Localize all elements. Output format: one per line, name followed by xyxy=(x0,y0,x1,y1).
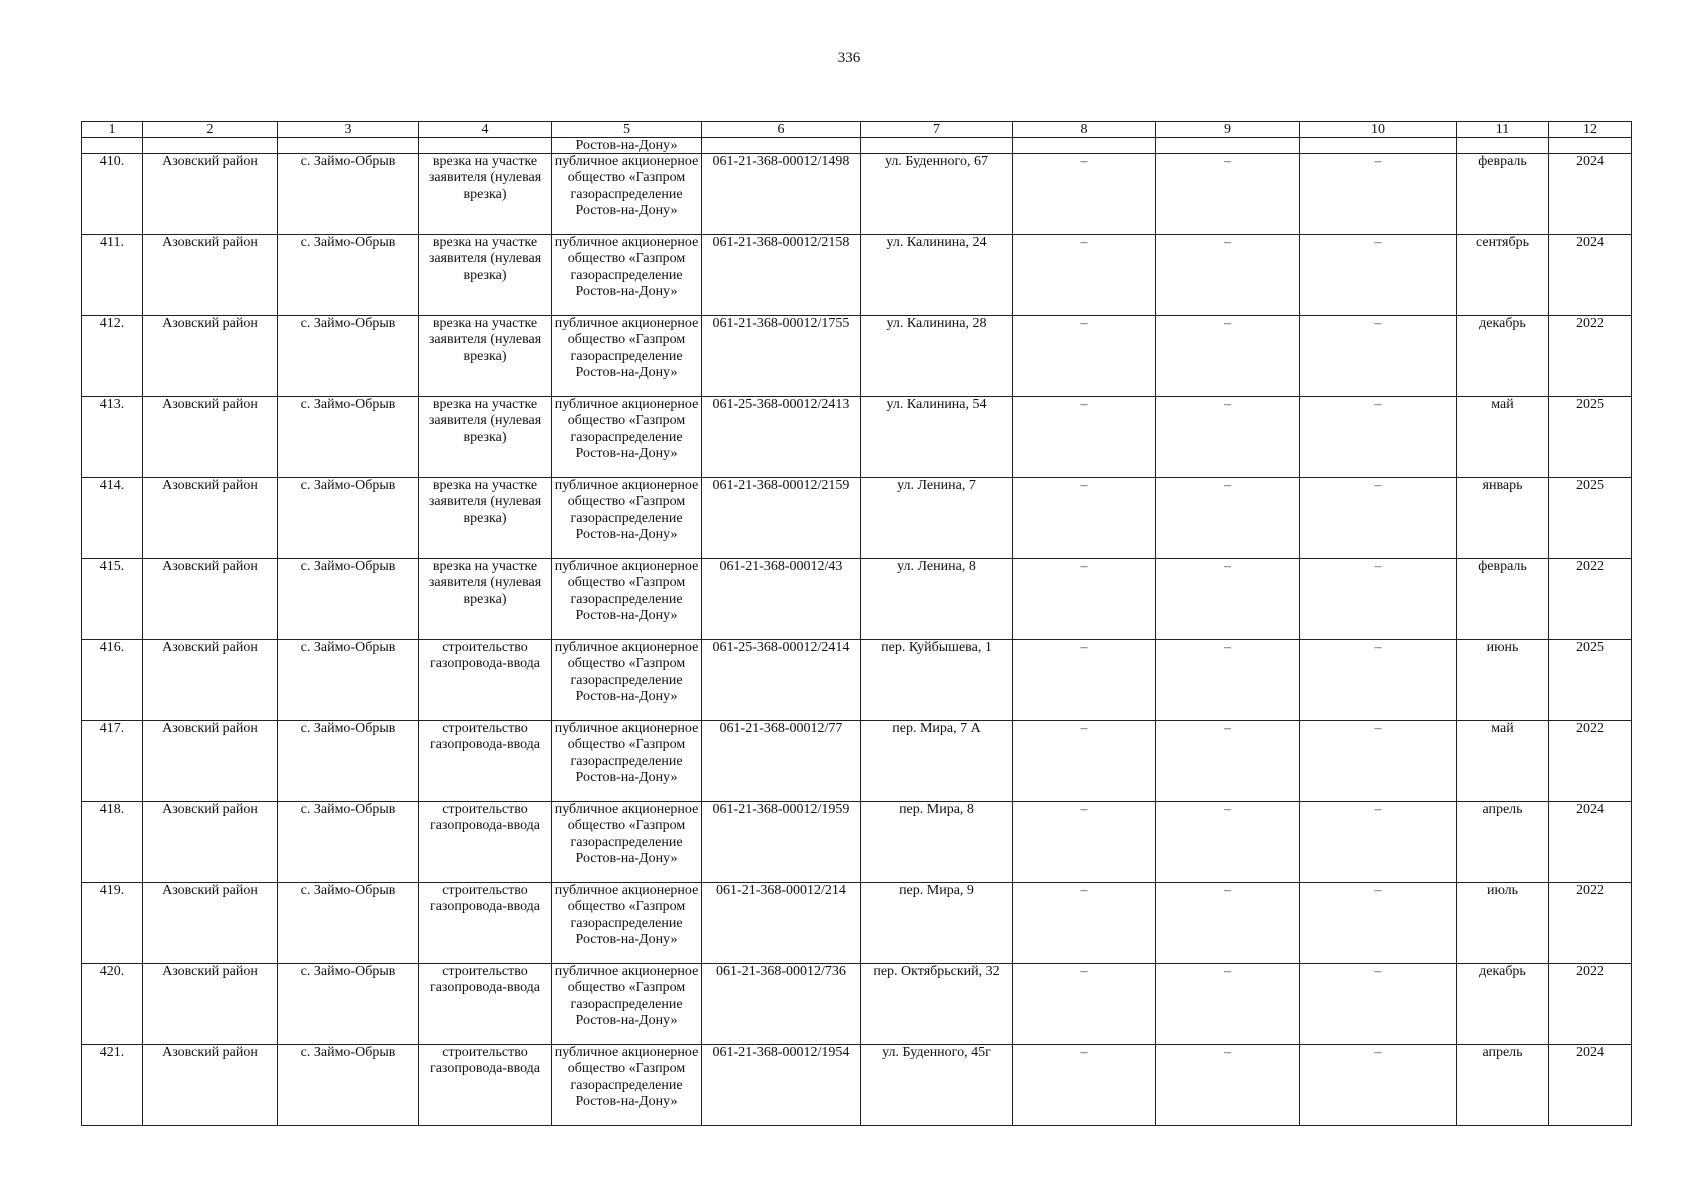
column-8-cell: – xyxy=(1013,964,1156,1045)
row-number: 419. xyxy=(82,883,143,964)
table-row xyxy=(82,883,1632,964)
table-row xyxy=(82,478,1632,559)
address-cell: ул. Калинина, 28 xyxy=(861,316,1013,397)
organization-cell: публичное акционерное общество «Газпром газораспределение Ростов-на-Дону» xyxy=(552,235,702,316)
column-10-cell: – xyxy=(1300,883,1457,964)
locality-cell: с. Займо-Обрыв xyxy=(278,802,419,883)
column-9-cell: – xyxy=(1156,1045,1300,1126)
work-type-cell: врезка на участке заявителя (нулевая врезка) xyxy=(419,397,552,478)
column-8-cell: – xyxy=(1013,883,1156,964)
registry-code-cell: 061-21-368-00012/1498 xyxy=(702,154,861,235)
table-row xyxy=(82,397,1632,478)
registry-code-cell: 061-25-368-00012/2413 xyxy=(702,397,861,478)
locality-cell: с. Займо-Обрыв xyxy=(278,883,419,964)
table-row xyxy=(82,964,1632,1045)
column-10-cell: – xyxy=(1300,964,1457,1045)
row-number: 411. xyxy=(82,235,143,316)
column-9-cell: – xyxy=(1156,721,1300,802)
year-cell: 2022 xyxy=(1549,559,1632,640)
registry-code-cell: 061-21-368-00012/1755 xyxy=(702,316,861,397)
table-row xyxy=(82,1045,1632,1126)
locality-cell: с. Займо-Обрыв xyxy=(278,316,419,397)
address-cell: ул. Буденного, 45г xyxy=(861,1045,1013,1126)
column-8-cell: – xyxy=(1013,802,1156,883)
column-number-header: 3 xyxy=(278,122,419,138)
month-cell: июль xyxy=(1457,883,1549,964)
locality-cell: с. Займо-Обрыв xyxy=(278,154,419,235)
month-cell: июнь xyxy=(1457,640,1549,721)
column-8-cell: – xyxy=(1013,640,1156,721)
organization-cell: публичное акционерное общество «Газпром газораспределение Ростов-на-Дону» xyxy=(552,397,702,478)
year-cell: 2025 xyxy=(1549,397,1632,478)
continuation-cell: Ростов-на-Дону» xyxy=(552,138,702,154)
year-cell: 2022 xyxy=(1549,316,1632,397)
row-number: 417. xyxy=(82,721,143,802)
column-8-cell: – xyxy=(1013,721,1156,802)
column-number-header: 2 xyxy=(143,122,278,138)
organization-cell: публичное акционерное общество «Газпром газораспределение Ростов-на-Дону» xyxy=(552,964,702,1045)
year-cell: 2022 xyxy=(1549,964,1632,1045)
column-10-cell: – xyxy=(1300,721,1457,802)
year-cell: 2025 xyxy=(1549,640,1632,721)
column-8-cell: – xyxy=(1013,1045,1156,1126)
organization-cell: публичное акционерное общество «Газпром газораспределение Ростов-на-Дону» xyxy=(552,154,702,235)
address-cell: пер. Мира, 9 xyxy=(861,883,1013,964)
registry-code-cell: 061-21-368-00012/2158 xyxy=(702,235,861,316)
month-cell: апрель xyxy=(1457,1045,1549,1126)
address-cell: ул. Калинина, 54 xyxy=(861,397,1013,478)
district-cell: Азовский район xyxy=(143,802,278,883)
work-type-cell: врезка на участке заявителя (нулевая врезка) xyxy=(419,154,552,235)
district-cell: Азовский район xyxy=(143,559,278,640)
year-cell: 2022 xyxy=(1549,721,1632,802)
month-cell: апрель xyxy=(1457,802,1549,883)
locality-cell: с. Займо-Обрыв xyxy=(278,964,419,1045)
column-number-header: 7 xyxy=(861,122,1013,138)
column-9-cell: – xyxy=(1156,478,1300,559)
month-cell: январь xyxy=(1457,478,1549,559)
district-cell: Азовский район xyxy=(143,964,278,1045)
district-cell: Азовский район xyxy=(143,1045,278,1126)
organization-cell: публичное акционерное общество «Газпром газораспределение Ростов-на-Дону» xyxy=(552,478,702,559)
address-cell: ул. Калинина, 24 xyxy=(861,235,1013,316)
locality-cell: с. Займо-Обрыв xyxy=(278,721,419,802)
registry-code-cell: 061-21-368-00012/214 xyxy=(702,883,861,964)
column-8-cell: – xyxy=(1013,154,1156,235)
column-8-cell: – xyxy=(1013,397,1156,478)
month-cell: февраль xyxy=(1457,154,1549,235)
locality-cell: с. Займо-Обрыв xyxy=(278,235,419,316)
table-row xyxy=(82,559,1632,640)
work-type-cell: врезка на участке заявителя (нулевая врезка) xyxy=(419,559,552,640)
table-row xyxy=(82,235,1632,316)
column-number-header: 1 xyxy=(82,122,143,138)
column-number-header: 6 xyxy=(702,122,861,138)
column-9-cell: – xyxy=(1156,235,1300,316)
registry-table xyxy=(81,121,1632,1126)
column-8-cell: – xyxy=(1013,316,1156,397)
row-number: 413. xyxy=(82,397,143,478)
district-cell: Азовский район xyxy=(143,883,278,964)
continuation-row xyxy=(82,138,1632,154)
column-9-cell: – xyxy=(1156,802,1300,883)
column-9-cell: – xyxy=(1156,640,1300,721)
column-10-cell: – xyxy=(1300,235,1457,316)
year-cell: 2024 xyxy=(1549,154,1632,235)
column-9-cell: – xyxy=(1156,397,1300,478)
registry-code-cell: 061-21-368-00012/77 xyxy=(702,721,861,802)
month-cell: декабрь xyxy=(1457,964,1549,1045)
year-cell: 2024 xyxy=(1549,1045,1632,1126)
organization-cell: публичное акционерное общество «Газпром газораспределение Ростов-на-Дону» xyxy=(552,802,702,883)
year-cell: 2024 xyxy=(1549,235,1632,316)
column-10-cell: – xyxy=(1300,397,1457,478)
month-cell: май xyxy=(1457,721,1549,802)
column-number-row xyxy=(82,122,1632,138)
registry-code-cell: 061-21-368-00012/736 xyxy=(702,964,861,1045)
column-10-cell: – xyxy=(1300,802,1457,883)
column-number-header: 10 xyxy=(1300,122,1457,138)
work-type-cell: строительство газопровода-ввода xyxy=(419,721,552,802)
column-8-cell: – xyxy=(1013,235,1156,316)
table-row xyxy=(82,154,1632,235)
registry-code-cell: 061-21-368-00012/43 xyxy=(702,559,861,640)
work-type-cell: строительство газопровода-ввода xyxy=(419,1045,552,1126)
column-8-cell: – xyxy=(1013,478,1156,559)
organization-cell: публичное акционерное общество «Газпром газораспределение Ростов-на-Дону» xyxy=(552,721,702,802)
organization-cell: публичное акционерное общество «Газпром газораспределение Ростов-на-Дону» xyxy=(552,640,702,721)
registry-code-cell: 061-21-368-00012/2159 xyxy=(702,478,861,559)
organization-cell: публичное акционерное общество «Газпром газораспределение Ростов-на-Дону» xyxy=(552,316,702,397)
column-10-cell: – xyxy=(1300,478,1457,559)
locality-cell: с. Займо-Обрыв xyxy=(278,478,419,559)
row-number: 414. xyxy=(82,478,143,559)
row-number: 420. xyxy=(82,964,143,1045)
registry-code-cell: 061-21-368-00012/1954 xyxy=(702,1045,861,1126)
column-9-cell: – xyxy=(1156,559,1300,640)
district-cell: Азовский район xyxy=(143,316,278,397)
row-number: 410. xyxy=(82,154,143,235)
page-number: 336 xyxy=(837,50,861,66)
column-10-cell: – xyxy=(1300,1045,1457,1126)
work-type-cell: врезка на участке заявителя (нулевая врезка) xyxy=(419,235,552,316)
address-cell: пер. Мира, 8 xyxy=(861,802,1013,883)
column-number-header: 11 xyxy=(1457,122,1549,138)
address-cell: пер. Мира, 7 А xyxy=(861,721,1013,802)
table-row xyxy=(82,721,1632,802)
column-10-cell: – xyxy=(1300,559,1457,640)
table-body xyxy=(82,122,1632,1126)
district-cell: Азовский район xyxy=(143,397,278,478)
row-number: 412. xyxy=(82,316,143,397)
column-number-header: 4 xyxy=(419,122,552,138)
row-number: 421. xyxy=(82,1045,143,1126)
work-type-cell: строительство газопровода-ввода xyxy=(419,964,552,1045)
district-cell: Азовский район xyxy=(143,721,278,802)
month-cell: декабрь xyxy=(1457,316,1549,397)
year-cell: 2024 xyxy=(1549,802,1632,883)
year-cell: 2025 xyxy=(1549,478,1632,559)
locality-cell: с. Займо-Обрыв xyxy=(278,397,419,478)
registry-code-cell: 061-25-368-00012/2414 xyxy=(702,640,861,721)
row-number: 416. xyxy=(82,640,143,721)
address-cell: ул. Буденного, 67 xyxy=(861,154,1013,235)
column-9-cell: – xyxy=(1156,154,1300,235)
column-number-header: 5 xyxy=(552,122,702,138)
locality-cell: с. Займо-Обрыв xyxy=(278,1045,419,1126)
district-cell: Азовский район xyxy=(143,478,278,559)
column-9-cell: – xyxy=(1156,964,1300,1045)
organization-cell: публичное акционерное общество «Газпром газораспределение Ростов-на-Дону» xyxy=(552,883,702,964)
locality-cell: с. Займо-Обрыв xyxy=(278,640,419,721)
locality-cell: с. Займо-Обрыв xyxy=(278,559,419,640)
column-10-cell: – xyxy=(1300,154,1457,235)
district-cell: Азовский район xyxy=(143,640,278,721)
organization-cell: публичное акционерное общество «Газпром газораспределение Ростов-на-Дону» xyxy=(552,1045,702,1126)
address-cell: пер. Октябрьский, 32 xyxy=(861,964,1013,1045)
work-type-cell: строительство газопровода-ввода xyxy=(419,802,552,883)
organization-cell: публичное акционерное общество «Газпром газораспределение Ростов-на-Дону» xyxy=(552,559,702,640)
column-number-header: 12 xyxy=(1549,122,1632,138)
district-cell: Азовский район xyxy=(143,235,278,316)
row-number: 415. xyxy=(82,559,143,640)
table-row xyxy=(82,802,1632,883)
column-9-cell: – xyxy=(1156,883,1300,964)
column-8-cell: – xyxy=(1013,559,1156,640)
column-10-cell: – xyxy=(1300,316,1457,397)
work-type-cell: врезка на участке заявителя (нулевая врезка) xyxy=(419,478,552,559)
work-type-cell: строительство газопровода-ввода xyxy=(419,883,552,964)
year-cell: 2022 xyxy=(1549,883,1632,964)
table-row xyxy=(82,316,1632,397)
column-10-cell: – xyxy=(1300,640,1457,721)
work-type-cell: строительство газопровода-ввода xyxy=(419,640,552,721)
column-number-header: 8 xyxy=(1013,122,1156,138)
column-number-header: 9 xyxy=(1156,122,1300,138)
address-cell: пер. Куйбышева, 1 xyxy=(861,640,1013,721)
registry-code-cell: 061-21-368-00012/1959 xyxy=(702,802,861,883)
address-cell: ул. Ленина, 7 xyxy=(861,478,1013,559)
month-cell: май xyxy=(1457,397,1549,478)
row-number: 418. xyxy=(82,802,143,883)
table-row xyxy=(82,640,1632,721)
column-9-cell: – xyxy=(1156,316,1300,397)
work-type-cell: врезка на участке заявителя (нулевая врезка) xyxy=(419,316,552,397)
month-cell: сентябрь xyxy=(1457,235,1549,316)
district-cell: Азовский район xyxy=(143,154,278,235)
address-cell: ул. Ленина, 8 xyxy=(861,559,1013,640)
month-cell: февраль xyxy=(1457,559,1549,640)
